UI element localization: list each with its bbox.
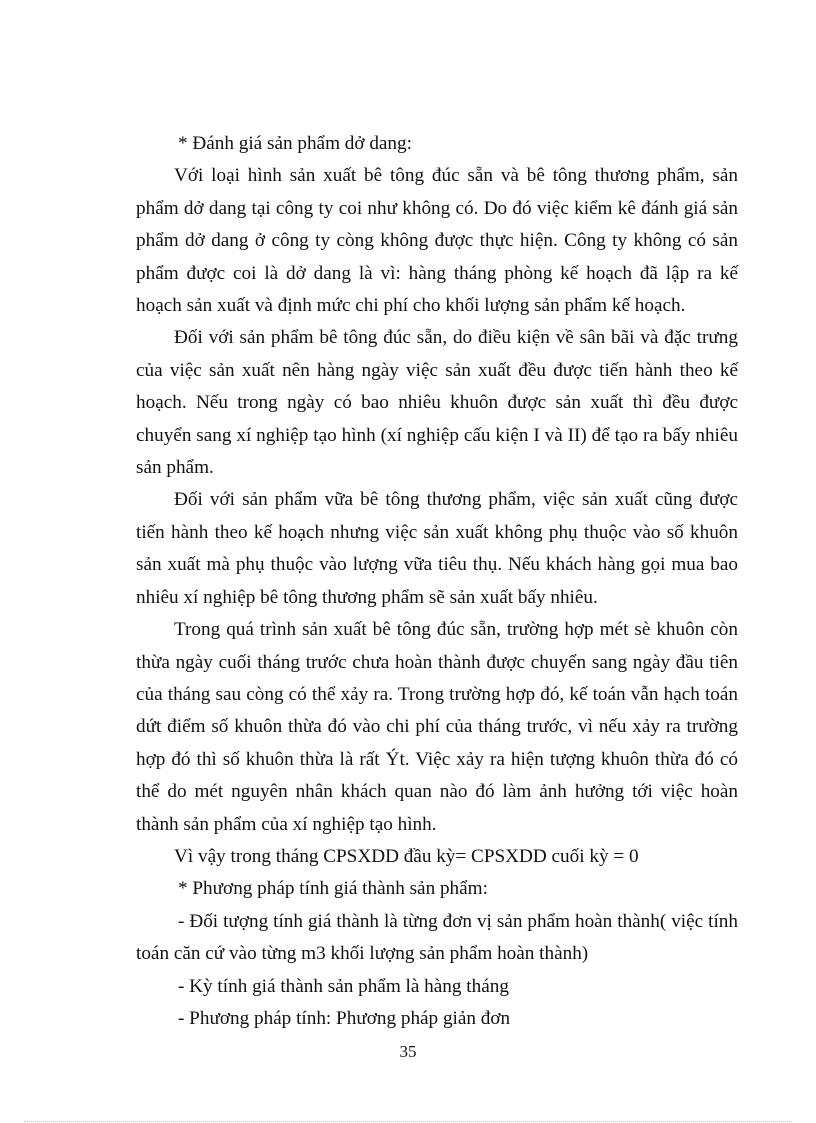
list-item-costing-object: - Đối tượng tính giá thành là từng đơn vị sản phẩm hoàn thành( việc tính toán căn cứ vào từng m3 khối lượng sản phẩm hoàn thành) xyxy=(136,910,738,965)
paragraph-commercial-concrete: Đối với sản phẩm vữa bê tông thương phẩm, việc sản xuất cũng được tiến hành theo kế hoạch nhưng việc sản xuất không phụ thuộc vào số khuôn sản xuất mà phụ thuộc vào lượng vữa tiêu thụ. Nếu khách hàng gọi mua bao nhiêu xí nghiệp bê tông thương phẩm sẽ sản xuất bấy nhiêu. xyxy=(136,489,738,608)
page-body xyxy=(136,128,738,1035)
paragraph-leftover-molds: Trong quá trình sản xuất bê tông đúc sẵn, trường hợp mét sè khuôn còn thừa ngày cuối tháng trước chưa hoàn thành được chuyển sang ngày đầu tiên của tháng sau còng có thể xảy ra. Trong trường hợp đó, kế toán vẫn hạch toán dứt điểm số khuôn thừa đó vào chi phí của tháng trước, vì nếu xảy ra trường hợp đó thì số khuôn thừa là rất Ýt. Việc xảy ra hiện tượng khuôn thừa đó có thể do mét nguyên nhân khách quan nào đó làm ảnh hưởng tới việc hoàn thành sản phẩm của xí nghiệp tạo hình. xyxy=(136,619,738,835)
paragraph-precast-concrete: Đối với sản phẩm bê tông đúc sẵn, do điều kiện về sân bãi và đặc trưng của việc sản xuất nên hàng ngày việc sản xuất đều được tiến hành theo kế hoạch. Nếu trong ngày có bao nhiêu khuôn được sản xuất thì đều được chuyển sang xí nghiệp tạo hình (xí nghiệp cấu kiện I và II) để tạo ra bấy nhiêu sản phẩm. xyxy=(136,327,738,479)
page-bottom-divider xyxy=(24,1121,792,1122)
page-number: 35 xyxy=(399,1042,417,1061)
section-heading-wip-evaluation: * Đánh giá sản phẩm dở dang: xyxy=(178,133,412,154)
paragraph-wip-overview: Với loại hình sản xuất bê tông đúc sẵn và bê tông thương phẩm, sản phẩm dở dang tại công ty coi như không có. Do đó việc kiểm kê đánh giá sản phẩm dở dang ở công ty còng không được thực hiện. Công ty không có sản phẩm được coi là dở dang là vì: hàng tháng phòng kế hoạch đã lập ra kế hoạch sản xuất và định mức chi phí cho khối lượng sản phẩm kế hoạch. xyxy=(136,165,738,317)
list-item-costing-method: - Phương pháp tính: Phương pháp giản đơn xyxy=(178,1007,511,1029)
list-item-costing-period: - Kỳ tính giá thành sản phẩm là hàng tháng xyxy=(178,975,509,997)
paragraph-wip-formula: Vì vậy trong tháng CPSXDD đầu kỳ= CPSXDD cuối kỳ = 0 xyxy=(174,845,639,867)
section-heading-costing-method: * Phương pháp tính giá thành sản phẩm: xyxy=(178,878,488,900)
